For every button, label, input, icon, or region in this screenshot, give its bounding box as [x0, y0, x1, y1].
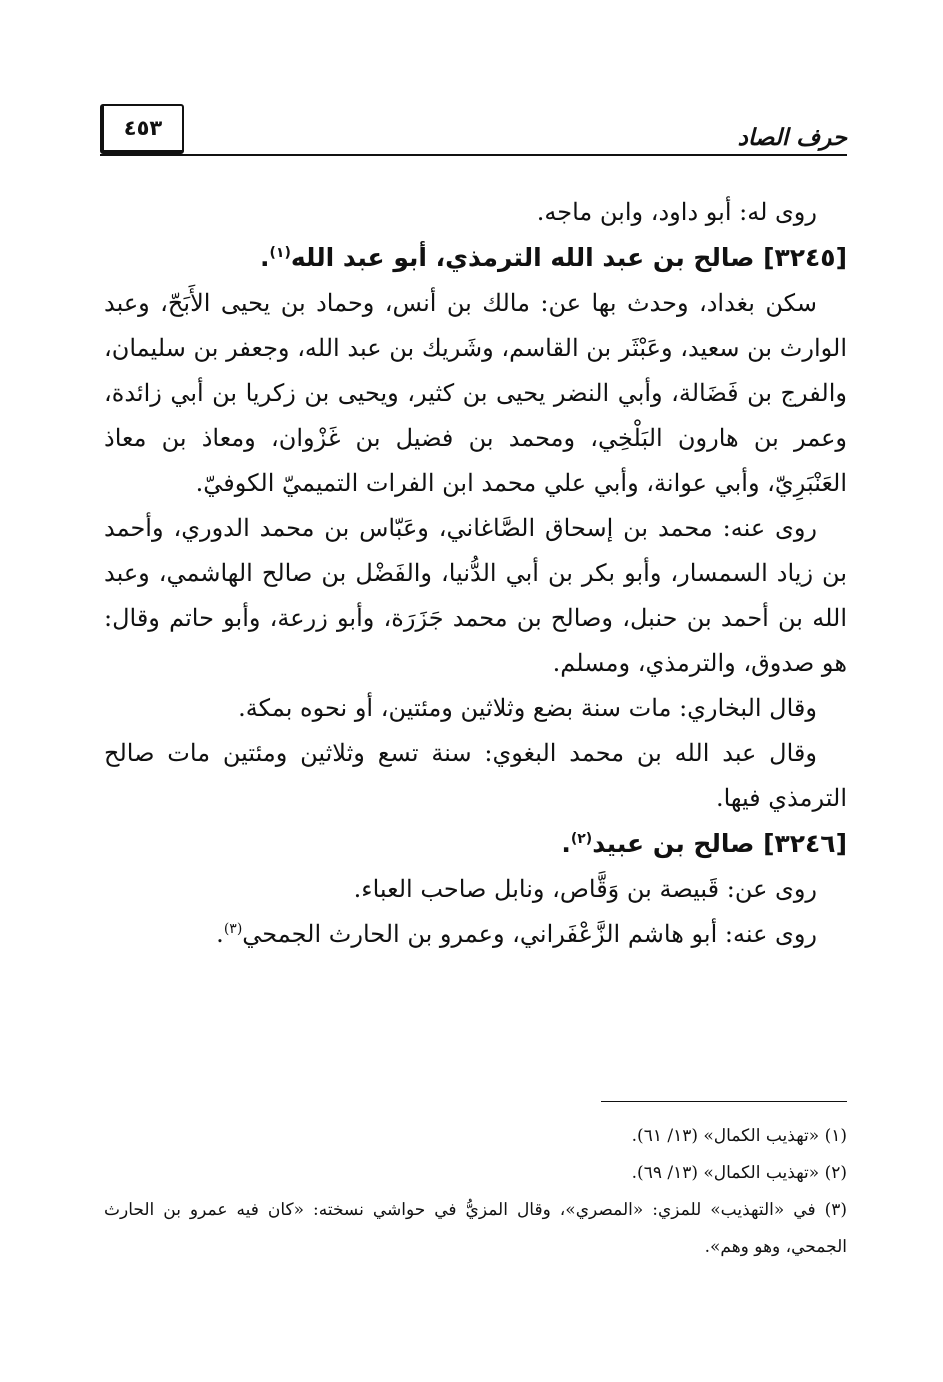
footnote-1: (١) «تهذيب الكمال» (١٣/ ٦١).	[631, 1126, 847, 1146]
entry-paragraph	[104, 912, 847, 957]
entry-title: [٣٢٤٥] صالح بن عبد الله الترمذي، أبو عبد الله	[290, 243, 847, 272]
footnote-marker: (١)	[269, 245, 291, 261]
entry-paragraph: سكن بغداد، وحدث بها عن: مالك بن أنس، وحماد بن يحيى الأَبَحّ، وعبد الوارث بن سعيد، وعَبْثَر بن القاسم، وشَريك بن عبد الله، وجعفر بن سليمان، والفرج بن فَضَالة، وأبي النضر يحيى بن كثير، ويحيى بن زكريا بن أبي زائدة، وعمر بن هارون البَلْخِي، ومحمد بن فضيل بن غَزْوان، ومعاذ بن معاذ العَنْبَرِيّ، وأبي عوانة، وأبي علي محمد ابن الفرات التميميّ الكوفيّ.	[104, 289, 847, 497]
entry-title: [٣٢٤٦] صالح بن عبيد	[592, 829, 847, 858]
entry-heading-3245	[104, 235, 847, 281]
entry-paragraph: روى عن: قَبيصة بن وَقَّاص، ونابل صاحب العباء.	[353, 875, 817, 903]
footnote-separator	[601, 1101, 847, 1102]
footnote-marker: (٣)	[223, 921, 243, 937]
heading-punctuation: .	[561, 829, 571, 858]
footnotes	[104, 1118, 847, 1266]
page-number: ٤٥٣	[100, 104, 184, 154]
entry-paragraph: روى عنه: محمد بن إسحاق الصَّاغاني، وعَبّاس بن محمد الدوري، وأحمد بن زياد السمسار، وأبو بكر بن أبي الدُّنيا، والفَضْل بن صالح الهاشمي، وعبد الله بن أحمد بن حنبل، وصالح بن محمد جَزَرَة، وأبو زرعة، وأبو حاتم وقال: هو صدوق، والترمذي، ومسلم.	[104, 514, 847, 677]
paragraph-punctuation: .	[216, 920, 224, 948]
paragraph-text: روى عنه: أبو هاشم الزَّعْفَراني، وعمرو بن الحارث الجمحي	[242, 920, 817, 948]
footnote-2: (٢) «تهذيب الكمال» (١٣/ ٦٩).	[631, 1163, 847, 1183]
main-text	[104, 190, 847, 957]
footnote-marker: (٢)	[570, 831, 593, 847]
page-header	[100, 104, 847, 156]
chapter-title: حرف الصاد	[737, 124, 847, 151]
footnote-3: (٣) في «التهذيب» للمزي: «المصري»، وقال المزيُّ في حواشي نسخته: «كان فيه عمرو بن الحارث الجمحي، وهو وهم».	[104, 1200, 847, 1257]
heading-punctuation: .	[260, 243, 270, 272]
entry-heading-3246	[104, 821, 847, 867]
narrators-line: روى له: أبو داود، وابن ماجه.	[536, 198, 817, 226]
entry-paragraph: وقال عبد الله بن محمد البغوي: سنة تسع وثلاثين ومئتين مات صالح الترمذي فيها.	[104, 739, 847, 812]
entry-paragraph: وقال البخاري: مات سنة بضع وثلاثين ومئتين، أو نحوه بمكة.	[238, 694, 817, 722]
